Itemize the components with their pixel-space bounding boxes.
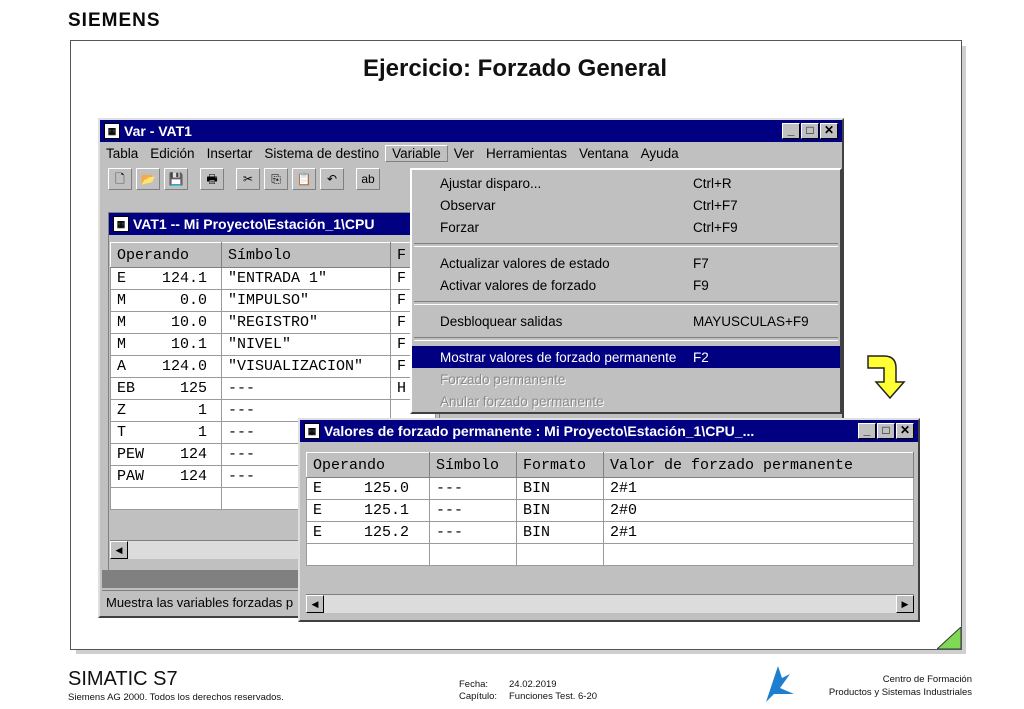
footer-meta [459,679,597,703]
undo-icon[interactable]: ↶ [320,168,344,190]
cell-simbolo[interactable]: "ENTRADA 1" [222,268,391,290]
force-scroll-right-icon[interactable]: ▶ [896,595,914,613]
cell-operando[interactable] [111,334,222,356]
var-window-titlebar[interactable] [100,120,842,142]
operand-area: T [117,424,127,441]
save-icon[interactable]: 💾 [164,168,188,190]
menu-item[interactable] [412,274,840,296]
operand-address: 124 [179,468,207,485]
cell-simbolo[interactable] [430,544,517,566]
cell-formato[interactable]: BIN [517,478,604,500]
menu-edición[interactable]: Edición [150,145,195,161]
cell-operando[interactable] [307,478,430,500]
cell-simbolo[interactable]: "IMPULSO" [222,290,391,312]
cell-simbolo[interactable]: --- [430,500,517,522]
menu-item-shortcut: F2 [693,349,709,365]
force-table [306,452,914,566]
force-window [298,418,920,622]
operand-area: M [117,292,127,309]
menu-item-label: Ajustar disparo... [440,175,542,191]
cell-simbolo[interactable]: --- [222,378,391,400]
cell-operando[interactable] [111,378,222,400]
cell-simbolo[interactable]: --- [222,444,391,466]
col-f[interactable]: F [391,243,436,268]
col-simbolo[interactable]: Símbolo [222,243,391,268]
menu-item-shortcut: Ctrl+F7 [693,197,738,213]
operand-area: EB [117,380,136,397]
operand-address: 125.0 [363,480,409,497]
force-scroll-left-icon[interactable]: ◀ [306,595,324,613]
col-operando[interactable]: Operando [111,243,222,268]
menu-item-shortcut: MAYUSCULAS+F9 [693,313,809,329]
vat1-titlebar[interactable] [109,213,439,235]
table-row[interactable] [307,500,914,522]
operand-address: 10.1 [170,336,207,353]
force-col-simbolo[interactable]: Símbolo [430,453,517,478]
menu-insertar[interactable]: Insertar [206,145,253,161]
force-col-formato[interactable]: Formato [517,453,604,478]
operand-area: E [313,524,323,541]
menu-item-label: Activar valores de forzado [440,277,597,293]
operand-address: 10.0 [170,314,207,331]
operand-area: E [117,270,127,287]
cell-simbolo[interactable]: "VISUALIZACION" [222,356,391,378]
menu-item-label: Forzado permanente [440,371,566,387]
table-row[interactable] [111,334,436,356]
operand-address: 124.1 [161,270,207,287]
cell-f[interactable]: F [391,312,436,334]
cell-valor[interactable]: 2#1 [604,522,914,544]
centre-line2: Productos y Sistemas Industriales [828,687,972,698]
operand-area: A [117,358,127,375]
force-close-button[interactable]: ✕ [896,423,914,439]
menu-item[interactable] [412,252,840,274]
cell-valor[interactable]: 2#0 [604,500,914,522]
force-col-operando[interactable]: Operando [307,453,430,478]
menu-item-label: Desbloquear salidas [440,313,563,329]
operand-address: 0.0 [179,292,207,309]
cell-simbolo[interactable]: --- [222,422,391,444]
scroll-left-icon[interactable]: ◀ [110,541,128,559]
find-icon[interactable]: ab [356,168,380,190]
cell-f[interactable]: F [391,334,436,356]
menu-item-shortcut: Ctrl+R [693,175,732,191]
down-arrow-icon [866,352,910,402]
capitulo-label: Capítulo: [459,691,498,702]
table-row[interactable] [111,356,436,378]
operand-address: 124.0 [161,358,207,375]
cell-operando[interactable] [111,400,222,422]
maximize-button[interactable]: □ [801,123,819,139]
cell-simbolo[interactable]: --- [222,466,391,488]
var-window-title: Var - VAT1 [124,123,192,139]
force-hscroll[interactable] [306,594,914,613]
vat-icon: ▦ [113,216,129,232]
operand-address: 125 [179,380,207,397]
page-corner-icon [937,627,961,649]
new-file-icon[interactable]: 🗋 [108,168,132,190]
table-row[interactable] [307,478,914,500]
cell-formato[interactable]: BIN [517,500,604,522]
operand-area: Z [117,402,127,419]
cell-valor[interactable] [604,544,914,566]
cell-f[interactable]: F [391,356,436,378]
cell-f[interactable]: F [391,268,436,290]
cell-formato[interactable] [517,544,604,566]
operand-area: M [117,314,127,331]
menu-herramientas[interactable]: Herramientas [485,145,567,161]
status-text: Muestra las variables forzadas p [106,595,294,610]
menu-separator [414,301,838,305]
cell-simbolo[interactable]: --- [430,478,517,500]
cell-simbolo[interactable]: --- [222,400,391,422]
minimize-button[interactable]: _ [782,123,800,139]
cut-icon[interactable]: ✂ [236,168,260,190]
cell-operando[interactable] [111,422,222,444]
variable-menu [410,168,842,414]
table-row[interactable] [307,522,914,544]
cell-f[interactable]: H [391,378,436,400]
app-icon: ▦ [104,123,120,139]
menu-ver[interactable]: Ver [453,145,474,161]
table-row[interactable] [111,268,436,290]
force-window-title: Valores de forzado permanente : Mi Proyecto\Estación_1\CPU_... [324,423,755,439]
cell-operando[interactable] [307,522,430,544]
open-folder-icon[interactable]: 📂 [136,168,160,190]
table-row[interactable] [307,544,914,566]
capitulo-value: Funciones Test. 6-20 [509,691,598,702]
cell-f[interactable]: F [391,290,436,312]
paste-icon[interactable]: 📋 [292,168,316,190]
operand-area: E [313,480,323,497]
cell-operando[interactable] [307,500,430,522]
cell-simbolo[interactable]: "NIVEL" [222,334,391,356]
operand-address: 125.1 [363,502,409,519]
menu-ayuda[interactable]: Ayuda [640,145,679,161]
menu-item-shortcut: F7 [693,255,709,271]
force-header-row [307,453,914,478]
operand-area: PEW [117,446,145,463]
menu-item-label: Anular forzado permanente [440,393,604,409]
table-row[interactable] [111,312,436,334]
menu-item-shortcut: F9 [693,277,709,293]
cell-simbolo[interactable]: "REGISTRO" [222,312,391,334]
operand-area: PAW [117,468,145,485]
menu-tabla[interactable]: Tabla [106,145,139,161]
force-app-icon: ▦ [304,423,320,439]
vat-header-row [111,243,436,268]
menu-separator [414,243,838,247]
cell-operando[interactable] [111,268,222,290]
copyright: Siemens AG 2000. Todos los derechos reservados. [68,692,284,703]
cell-operando[interactable] [111,290,222,312]
operand-area: E [313,502,323,519]
menu-item[interactable] [412,172,840,194]
copy-icon[interactable]: ⎘ [264,168,288,190]
siemens-logo: SIEMENS [68,10,161,31]
cell-operando[interactable] [111,312,222,334]
menubar [100,142,842,164]
menu-ventana[interactable]: Ventana [579,145,629,161]
force-minimize-button[interactable]: _ [858,423,876,439]
slide-title: Ejercicio: Forzado General [362,55,668,82]
cell-valor[interactable]: 2#1 [604,478,914,500]
menu-item-label: Actualizar valores de estado [440,255,610,271]
menu-item-shortcut: Ctrl+F9 [693,219,738,235]
cell-simbolo[interactable]: --- [430,522,517,544]
vat1-title: VAT1 -- Mi Proyecto\Estación_1\CPU [133,216,375,232]
operand-address: 1 [197,424,207,441]
close-button[interactable]: ✕ [820,123,838,139]
cell-operando[interactable] [111,444,222,466]
operand-address: 125.2 [363,524,409,541]
centre-line1: Centro de Formación [882,674,972,685]
cell-operando[interactable] [111,466,222,488]
operand-address: 1 [197,402,207,419]
menu-item[interactable] [412,216,840,238]
cell-operando[interactable] [111,356,222,378]
force-col-valor[interactable]: Valor de forzado permanente [604,453,914,478]
cell-operando[interactable] [307,544,430,566]
menu-item[interactable] [412,346,840,368]
fecha-label: Fecha: [459,679,489,690]
table-row[interactable] [111,378,436,400]
product-name: SIMATIC S7 [68,668,178,690]
cell-formato[interactable]: BIN [517,522,604,544]
menu-item [412,390,840,412]
menu-item [412,368,840,390]
menu-sistema-de-destino[interactable]: Sistema de destino [264,145,380,161]
fecha-value: 24.02.2019 [509,679,557,690]
table-row[interactable] [111,290,436,312]
force-window-titlebar[interactable] [300,420,918,442]
training-centre [806,673,972,699]
menu-separator [414,337,838,341]
menu-item-label: Mostrar valores de forzado permanente [440,349,677,365]
force-maximize-button[interactable]: □ [877,423,895,439]
operand-area: M [117,336,127,353]
print-icon[interactable]: 🖶 [200,168,224,190]
cell-operando[interactable] [111,488,222,510]
menu-item-label: Observar [440,197,496,213]
menu-item-label: Forzar [440,219,480,235]
operand-address: 124 [179,446,207,463]
menu-item[interactable] [412,194,840,216]
menu-item[interactable] [412,310,840,332]
training-centre-logo-icon [760,664,796,704]
menu-variable[interactable]: Variable [385,145,448,162]
